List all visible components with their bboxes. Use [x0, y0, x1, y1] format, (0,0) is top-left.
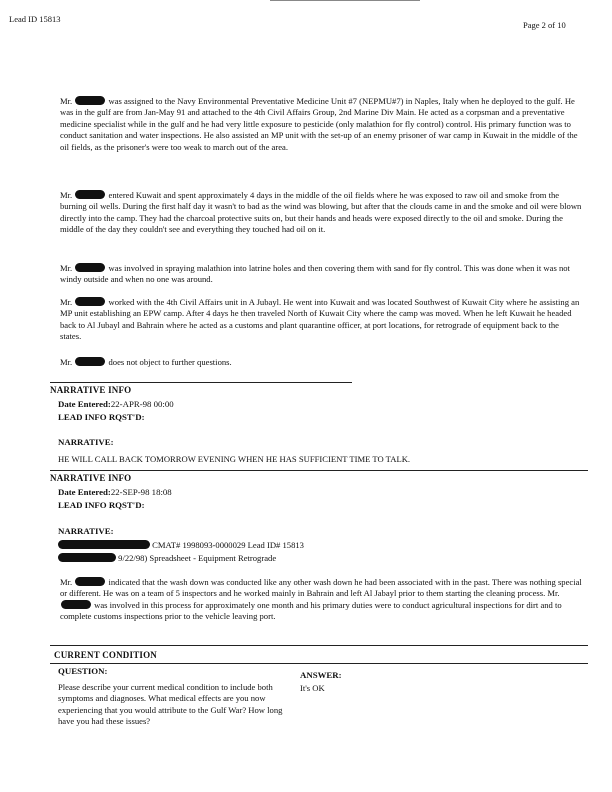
paragraph-prefix: Mr.	[60, 357, 73, 367]
paragraph-prefix: Mr.	[60, 190, 73, 200]
paragraph-prefix: Mr.	[60, 577, 73, 587]
paragraph-text: worked with the 4th Civil Affairs unit in A Jubayl. He went into Kuwait and was located Southwest of Kuwait City where he assisting an MP unit establishing an EPW camp. After 4 days he then traveled North of Kuwait City where the camp was moved. When he left Kuwait he headed back to Al Jubayl and Bahrain where he acted as a customs and plant quarantine officer, at port locations, for retrograde of equipment back to the states.	[60, 297, 580, 342]
redaction-mark	[58, 540, 150, 549]
paragraph-text: was assigned to the Navy Environmental Preventative Medicine Unit #7 (NEPMU#7) in Naples, Italy when he deployed to the gulf. He was in the gulf are from Jan-May 91 and attached to the 4th Civil Affairs Group, 2nd Marine Div Main. He acted as a corpsman and a preventative medicine specialist while in the gulf and he had very little exposure to pesticide (only malathion for fly control) control. His primary function was to conduct sanitation and water inspections. He also assisted an MP unit with the set-up of an enemy prisoner of war camp in Kuwait in the middle of the oil fields, as the prisoner's were too weak to march out of the area.	[60, 96, 578, 152]
section-divider	[50, 645, 588, 646]
current-condition-heading: CURRENT CONDITION	[54, 650, 157, 660]
date-entered-label: Date Entered:	[58, 487, 111, 497]
date-entered-1	[58, 399, 174, 409]
question-text: Please describe your current medical condition to include both symptoms and diagnoses. What medical effects are you now experiencing that you would attribute to the Gulf War? How long have you had these issues?	[58, 682, 283, 727]
paragraph-4	[60, 297, 582, 343]
paragraph-3	[60, 263, 582, 286]
cmat-line	[58, 540, 304, 551]
narrative-label-2: NARRATIVE:	[58, 526, 114, 536]
section-divider	[50, 663, 588, 664]
redaction-mark	[75, 357, 105, 366]
paragraph-prefix: Mr.	[60, 297, 73, 307]
redaction-mark	[75, 297, 105, 306]
paragraph-prefix: Mr.	[60, 263, 73, 273]
paragraph-2	[60, 190, 582, 236]
date-entered-value: 22-SEP-98 18:08	[110, 487, 172, 497]
date-entered-value: 22-APR-98 00:00	[110, 399, 174, 409]
answer-label: ANSWER:	[300, 670, 342, 680]
narrative-body-2	[60, 577, 584, 623]
paragraph-text: does not object to further questions.	[108, 357, 232, 367]
redaction-mark	[61, 600, 91, 609]
section-divider	[50, 470, 588, 471]
date-entered-2	[58, 487, 172, 497]
narrative-info-heading-2: NARRATIVE INFO	[50, 473, 132, 483]
lead-id-header: Lead ID 15813	[9, 14, 61, 24]
paragraph-text: indicated that the wash down was conducted like any other wash down he had been associated with in the past. There was nothing special or different. He was on a team of 5 inspectors and he worked mainly in Bahrain and left Al Jabayl prior to them starting the cleaning process. Mr.	[60, 577, 582, 599]
redaction-mark	[58, 553, 116, 562]
narrative-label-1: NARRATIVE:	[58, 437, 114, 447]
paragraph-text: was involved in spraying malathion into latrine holes and then covering them with sand for fly control. This was done when it was not windy outside and when no one was around.	[60, 263, 570, 285]
paragraph-text: was involved in this process for approximately one month and his primary duties were to conduct agricultural inspections for dirt and to complete customs inspections prior to the vehicle leaving port.	[60, 599, 562, 622]
narrative-text-1: HE WILL CALL BACK TOMORROW EVENING WHEN HE HAS SUFFICIENT TIME TO TALK.	[58, 454, 411, 464]
answer-text: It's OK	[300, 683, 325, 693]
cmat-number: CMAT# 1998093-0000029 Lead ID# 15813	[152, 540, 304, 550]
paragraph-1	[60, 96, 582, 153]
paragraph-text: entered Kuwait and spent approximately 4 days in the middle of the oil fields where he was exposed to raw oil and smoke from the burning oil wells. During the first half day it wasn't to bad as the wind was blowing, but after that the clouds came in and the smoke and oil were blown directly into the camp. They had the charcoal protective suits on, but their hands and heads were exposed directly to the oil and smoke. During the middle of the day they couldn't see and everything they touched had oil on it.	[60, 190, 582, 235]
top-scan-line	[270, 0, 420, 1]
question-label: QUESTION:	[58, 666, 108, 676]
paragraph-5	[60, 357, 582, 368]
redaction-mark	[75, 263, 105, 272]
redaction-mark	[75, 190, 105, 199]
spreadsheet-text: 9/22/98) Spreadsheet - Equipment Retrograde	[118, 553, 277, 563]
lead-info-rqstd-1: LEAD INFO RQST'D:	[58, 412, 145, 422]
spreadsheet-line	[58, 553, 276, 564]
redaction-mark	[75, 577, 105, 586]
narrative-info-heading-1: NARRATIVE INFO	[50, 385, 132, 395]
lead-info-rqstd-2: LEAD INFO RQST'D:	[58, 500, 145, 510]
section-divider	[50, 382, 352, 383]
date-entered-label: Date Entered:	[58, 399, 111, 409]
paragraph-prefix: Mr.	[60, 96, 73, 106]
page-number: Page 2 of 10	[523, 20, 566, 30]
redaction-mark	[75, 96, 105, 105]
